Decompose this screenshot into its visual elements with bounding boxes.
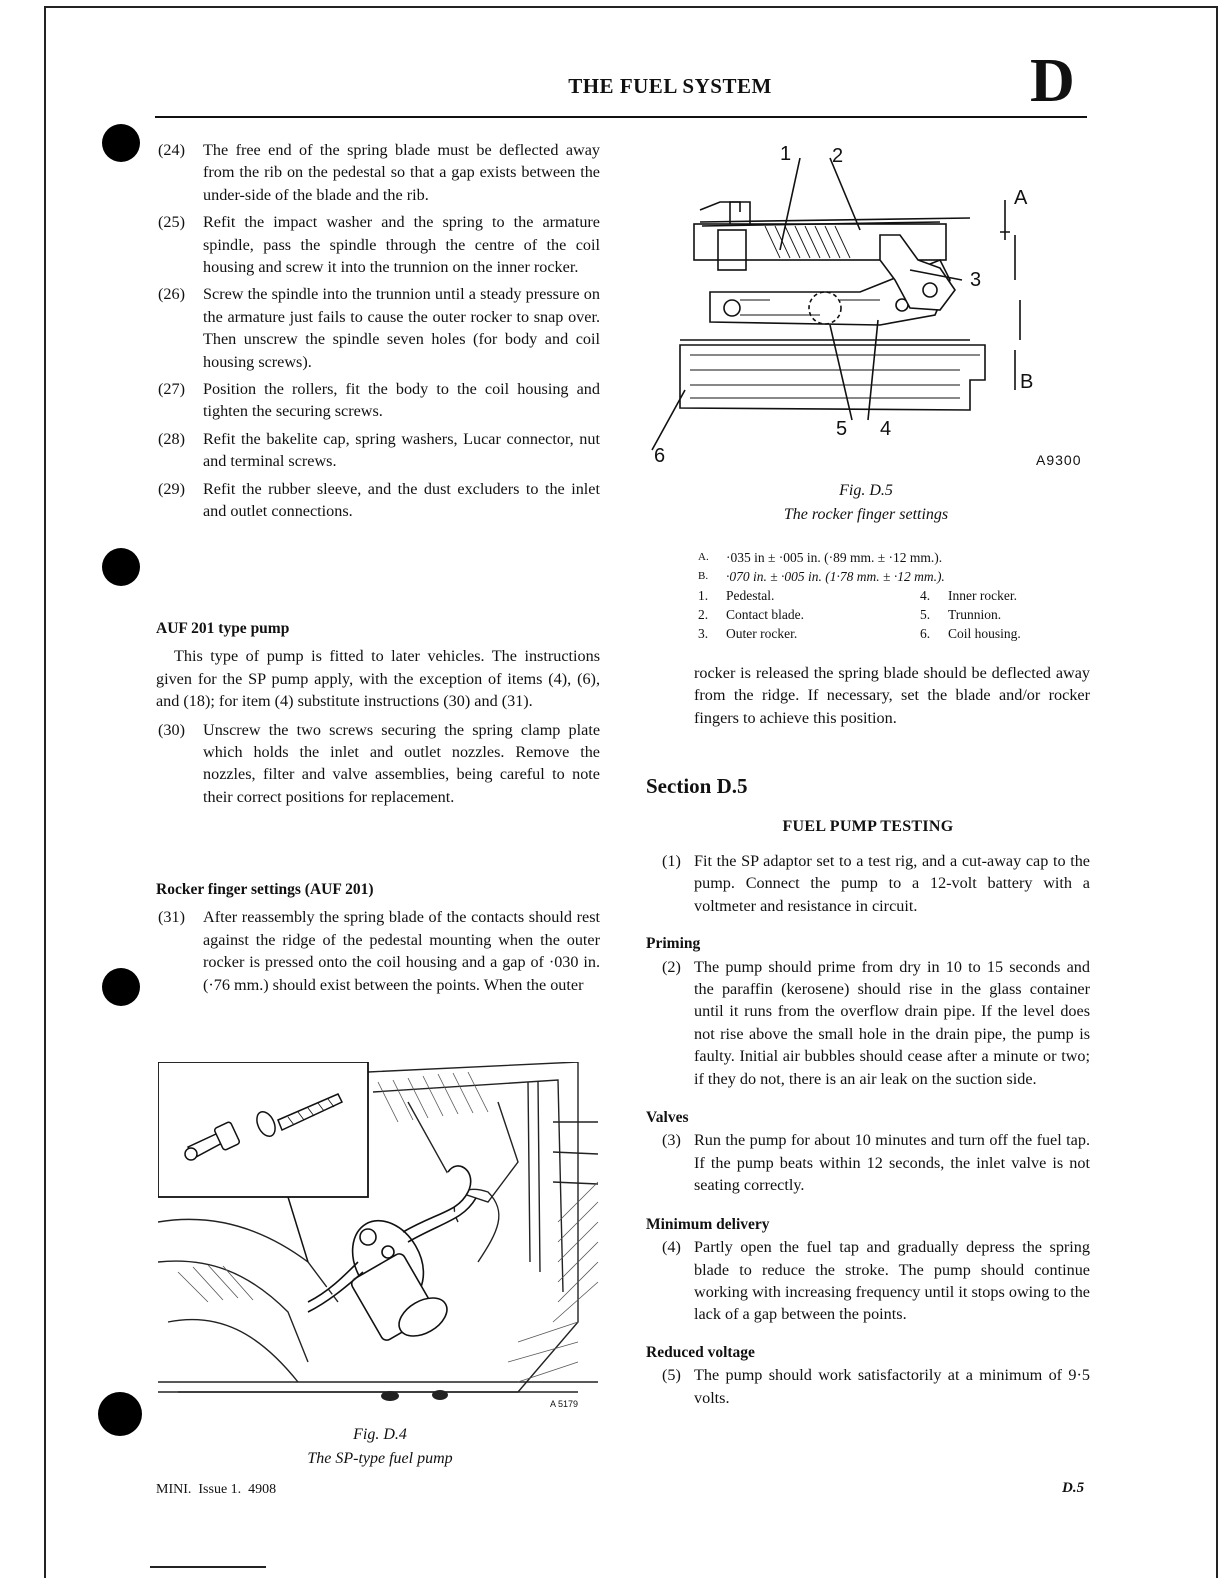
reduced-voltage-heading: Reduced voltage — [646, 1343, 755, 1361]
auf201-heading: AUF 201 type pump — [156, 620, 290, 637]
legend-row: 2. Contact blade. 5. Trunnion. — [698, 607, 1002, 622]
fig-d4-title: The SP-type fuel pump — [307, 1450, 453, 1467]
section-d5-title: Section D.5 — [646, 774, 748, 798]
valves-heading: Valves — [646, 1109, 689, 1127]
page-title: THE FUEL SYSTEM — [568, 74, 772, 98]
fig-d5-legend — [698, 548, 1088, 643]
list-item: (27) Position the rollers, fit the body to the coil housing and tighten the securing screws. — [158, 380, 600, 421]
fuel-pump-illustration — [158, 1062, 600, 1412]
footer-right: D.5 — [1062, 1480, 1085, 1496]
header-rule — [155, 116, 1087, 118]
label-B: B — [1020, 371, 1034, 393]
legend-dim-row: B. ·070 in. ± ·005 in. (1·78 mm. ± ·12 mm.). — [698, 569, 945, 584]
rocker-heading: Rocker finger settings (AUF 201) — [156, 881, 374, 898]
list-item: (30) Unscrew the two screws securing the spring clamp plate which holds the inlet and outlet nozzles. Remove the nozzles, filter and valve assemblies, being careful to note their correct positions for replacement. — [158, 720, 600, 806]
rocker-finger-diagram — [640, 140, 1090, 470]
fig-d4-number: Fig. D.4 — [353, 1426, 407, 1443]
fig-d5-caption — [716, 479, 1016, 527]
label-1: 1 — [780, 143, 792, 165]
section-d5-body — [646, 850, 1090, 1409]
list-item: (25) Refit the impact washer and the spring to the armature spindle, pass the spindle through the centre of the coil housing and screw it into the trunnion on the inner rocker. — [158, 213, 600, 277]
label-2: 2 — [832, 145, 844, 167]
label-3: 3 — [970, 269, 982, 291]
bottom-rule — [150, 1566, 266, 1568]
left-column-top — [158, 139, 600, 523]
fig-d5-code: A9300 — [1036, 452, 1082, 468]
punch-hole — [98, 1392, 142, 1436]
list-item: (28) Refit the bakelite cap, spring washers, Lucar connector, nut and terminal screws. — [158, 429, 600, 471]
label-5: 5 — [836, 418, 848, 440]
section-d5-subtitle: FUEL PUMP TESTING — [782, 818, 954, 835]
list-item: (5) The pump should work satisfactorily at a minimum of 9·5 volts. — [662, 1366, 1090, 1407]
punch-hole — [102, 968, 140, 1006]
list-item: (29) Refit the rubber sleeve, and the dust excluders to the inlet and outlet connections. — [158, 479, 600, 521]
auf201-paragraph: This type of pump is fitted to later vehicles. The instructions given for the SP pump apply, with the exception of items (4), (6), and (18); for item (4) substitute instructions (30) and (31). — [156, 647, 600, 711]
label-6: 6 — [654, 445, 666, 467]
list-item: (24) The free end of the spring blade must be deflected away from the rib on the pedestal so that a gap exists between the under-side of the blade and the rib. — [158, 141, 600, 204]
legend-dim-row: A. ·035 in ± ·005 in. (·89 mm. ± ·12 mm.). — [698, 550, 943, 565]
legend-row: 3. Outer rocker. 6. Coil housing. — [698, 626, 1021, 641]
list-item: (31) After reassembly the spring blade of the contacts should rest against the ridge of the pedestal mounting when the outer rocker is pressed onto the coil housing and a gap of ·030 in. (·76 mm.) should exist between the points. When the outer — [158, 908, 600, 994]
rocker-block — [156, 879, 600, 996]
min-delivery-heading: Minimum delivery — [646, 1215, 770, 1233]
footer-left: MINI. Issue 1. 4908 — [156, 1482, 277, 1497]
rocker-continuation: rocker is released the spring blade should be deflected away from the ridge. If necessary, set the blade and/or rocker fingers to achieve this position. — [694, 664, 1090, 727]
list-item: (2) The pump should prime from dry in 10 to 15 seconds and the paraffin (kerosene) should rise in the glass container until it runs from the overflow drain pipe. If the level does not rise above the small hole in the drain pipe, the pump is faulty. Initial air bubbles should cease after a minute or two; if they do not, there is an air leak on the suction side. — [662, 957, 1090, 1088]
label-4: 4 — [880, 418, 892, 440]
punch-hole — [102, 124, 140, 162]
auf201-block — [156, 618, 600, 808]
list-item: (26) Screw the spindle into the trunnion until a steady pressure on the armature just fails to cause the outer rocker to snap over. Then unscrew the spindle seven holes (for body and coil housing screws). — [158, 285, 600, 371]
fig-d5-title: The rocker finger settings — [783, 506, 949, 523]
priming-heading: Priming — [646, 935, 701, 953]
fig-d4-code: A 5179 — [550, 1399, 579, 1409]
label-A: A — [1014, 187, 1028, 209]
fig-d4-caption — [230, 1423, 530, 1471]
list-item: (4) Partly open the fuel tap and gradually depress the spring blade to reduce the stroke. The pump should continue working with increasing frequency until it stops owing to the lack of a gap between the points. — [662, 1238, 1090, 1324]
punch-hole — [102, 548, 140, 586]
list-item: (3) Run the pump for about 10 minutes and turn off the fuel tap. If the pump beats within 12 seconds, the inlet valve is not seating correctly. — [662, 1131, 1090, 1195]
legend-row: 1. Pedestal. 4. Inner rocker. — [698, 588, 1017, 603]
section-letter: D — [1030, 47, 1075, 115]
list-item: (1) Fit the SP adaptor set to a test rig, and a cut-away cap to the pump. Connect the pump to a 12-volt battery with a voltmeter and resistance in circuit. — [662, 852, 1090, 915]
fig-d5-number: Fig. D.5 — [839, 482, 893, 499]
